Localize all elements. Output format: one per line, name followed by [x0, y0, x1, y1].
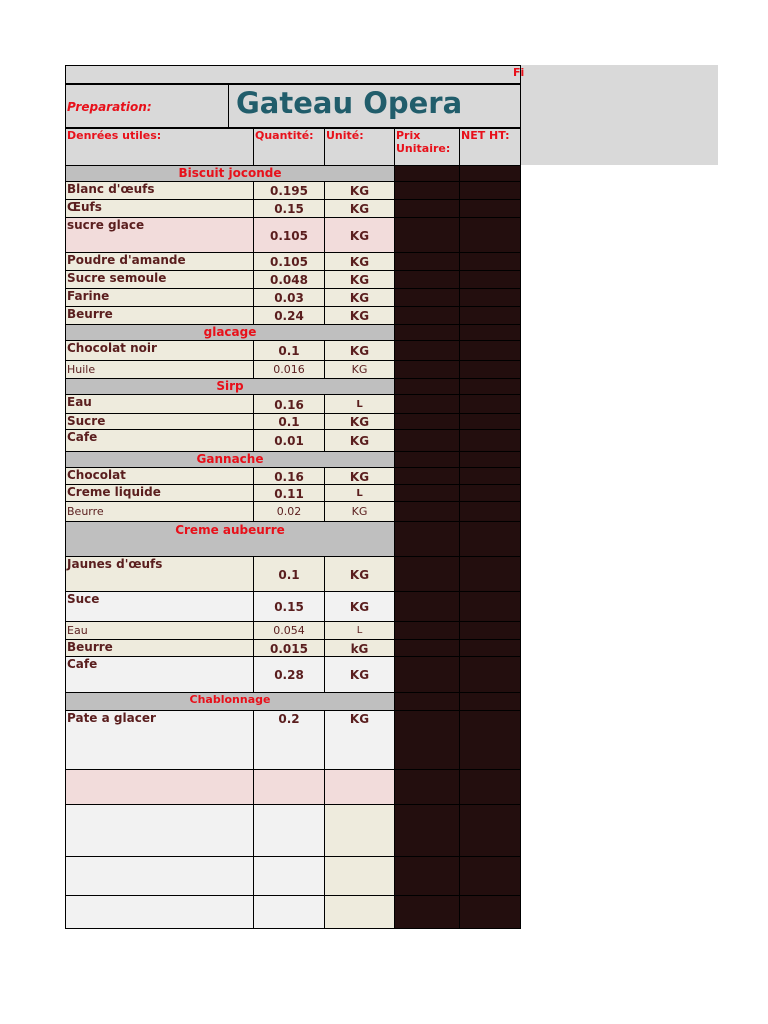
prix-cell[interactable] — [394, 804, 460, 857]
net-cell[interactable] — [459, 895, 521, 929]
prix-cell[interactable] — [394, 591, 460, 622]
unit-cell[interactable]: KG — [324, 270, 395, 289]
top-strip — [65, 65, 525, 84]
section-header: glacage — [65, 324, 395, 341]
prix-cell[interactable] — [394, 501, 460, 522]
net-cell[interactable] — [459, 856, 521, 896]
unit-cell[interactable]: KG — [324, 710, 395, 770]
prix-cell[interactable] — [394, 621, 460, 640]
preparation-label: Preparation: — [67, 100, 152, 114]
prix-cell[interactable] — [394, 360, 460, 379]
empty-unit-cell[interactable] — [324, 895, 395, 929]
prix-cell[interactable] — [394, 270, 460, 289]
net-cell[interactable] — [459, 181, 521, 200]
ingredient-name[interactable]: Huile — [65, 360, 254, 379]
prix-cell[interactable] — [394, 484, 460, 502]
net-cell[interactable] — [459, 451, 521, 468]
ingredient-name[interactable]: Creme liquide — [65, 484, 254, 502]
quantity-cell[interactable]: 0.105 — [253, 217, 325, 253]
ingredient-name[interactable]: Pate a glacer — [65, 710, 254, 770]
prix-cell[interactable] — [394, 451, 460, 468]
quantity-cell[interactable]: 0.1 — [253, 340, 325, 361]
ingredient-name[interactable]: Jaunes d'œufs — [65, 556, 254, 592]
ingredient-name[interactable]: Eau — [65, 394, 254, 414]
prix-cell[interactable] — [394, 181, 460, 200]
ingredient-name[interactable]: Cafe — [65, 429, 254, 452]
section-header: Chablonnage — [65, 692, 395, 711]
prix-cell[interactable] — [394, 413, 460, 430]
prix-cell[interactable] — [394, 856, 460, 896]
ingredient-name[interactable]: Poudre d'amande — [65, 252, 254, 271]
quantity-cell[interactable]: 0.195 — [253, 181, 325, 200]
ingredient-name[interactable]: Beurre — [65, 306, 254, 325]
net-cell[interactable] — [459, 429, 521, 452]
unit-cell[interactable]: KG — [324, 217, 395, 253]
unit-cell[interactable]: KG — [324, 467, 395, 485]
net-cell[interactable] — [459, 556, 521, 592]
prix-cell[interactable] — [394, 324, 460, 341]
header-denrees: Denrées utiles: — [65, 128, 254, 166]
ingredient-name[interactable]: Sucre semoule — [65, 270, 254, 289]
net-cell[interactable] — [459, 394, 521, 414]
unit-cell[interactable]: KG — [324, 413, 395, 430]
net-cell[interactable] — [459, 199, 521, 218]
prix-cell[interactable] — [394, 769, 460, 805]
prix-cell[interactable] — [394, 165, 460, 182]
quantity-cell[interactable]: 0.105 — [253, 252, 325, 271]
quantity-cell[interactable]: 0.15 — [253, 591, 325, 622]
ingredient-name[interactable]: Œufs — [65, 199, 254, 218]
empty-unit-cell[interactable] — [324, 804, 395, 857]
empty-qty-cell[interactable] — [253, 895, 325, 929]
unit-cell[interactable]: KG — [324, 288, 395, 307]
empty-unit-cell[interactable] — [324, 856, 395, 896]
net-cell[interactable] — [459, 467, 521, 485]
ingredient-name[interactable]: Chocolat — [65, 467, 254, 485]
prix-cell[interactable] — [394, 252, 460, 271]
quantity-cell[interactable]: 0.03 — [253, 288, 325, 307]
ingredient-name[interactable]: Beurre — [65, 501, 254, 522]
ingredient-name[interactable]: Cafe — [65, 656, 254, 693]
empty-name-cell[interactable] — [65, 895, 254, 929]
prix-cell[interactable] — [394, 378, 460, 395]
corner-text: Fi — [513, 66, 525, 79]
prix-cell[interactable] — [394, 521, 460, 557]
net-cell[interactable] — [459, 378, 521, 395]
prix-cell[interactable] — [394, 340, 460, 361]
empty-qty-cell[interactable] — [253, 856, 325, 896]
unit-cell[interactable]: KG — [324, 306, 395, 325]
prix-cell[interactable] — [394, 199, 460, 218]
ingredient-name[interactable]: Sucre — [65, 413, 254, 430]
net-cell[interactable] — [459, 804, 521, 857]
ingredient-name[interactable]: Chocolat noir — [65, 340, 254, 361]
net-cell[interactable] — [459, 484, 521, 502]
ingredient-name[interactable]: Beurre — [65, 639, 254, 657]
quantity-cell[interactable]: 0.16 — [253, 394, 325, 414]
net-cell[interactable] — [459, 340, 521, 361]
prix-cell[interactable] — [394, 288, 460, 307]
quantity-cell[interactable]: 0.2 — [253, 710, 325, 770]
net-cell[interactable] — [459, 288, 521, 307]
quantity-cell[interactable]: 0.048 — [253, 270, 325, 289]
prix-cell[interactable] — [394, 429, 460, 452]
ingredient-name[interactable]: Eau — [65, 621, 254, 640]
net-cell[interactable] — [459, 217, 521, 253]
unit-cell[interactable]: KG — [324, 656, 395, 693]
header-net-ht: NET HT: — [459, 128, 521, 166]
empty-name-cell[interactable] — [65, 856, 254, 896]
prix-cell[interactable] — [394, 710, 460, 770]
quantity-cell[interactable]: 0.054 — [253, 621, 325, 640]
quantity-cell[interactable]: 0.28 — [253, 656, 325, 693]
unit-cell[interactable]: KG — [324, 556, 395, 592]
unit-cell[interactable]: L — [324, 484, 395, 502]
net-cell[interactable] — [459, 413, 521, 430]
net-cell[interactable] — [459, 710, 521, 770]
prix-cell[interactable] — [394, 556, 460, 592]
ingredient-name[interactable]: sucre glace — [65, 217, 254, 253]
unit-cell[interactable]: KG — [324, 181, 395, 200]
net-cell[interactable] — [459, 324, 521, 341]
net-cell[interactable] — [459, 639, 521, 657]
unit-cell[interactable]: KG — [324, 340, 395, 361]
net-cell[interactable] — [459, 270, 521, 289]
quantity-cell[interactable]: 0.016 — [253, 360, 325, 379]
net-cell[interactable] — [459, 165, 521, 182]
quantity-cell[interactable]: 0.01 — [253, 429, 325, 452]
quantity-cell[interactable]: 0.015 — [253, 639, 325, 657]
prix-cell[interactable] — [394, 639, 460, 657]
quantity-cell[interactable]: 0.02 — [253, 501, 325, 522]
net-cell[interactable] — [459, 252, 521, 271]
ingredient-name[interactable]: Suce — [65, 591, 254, 622]
quantity-cell[interactable]: 0.24 — [253, 306, 325, 325]
net-cell[interactable] — [459, 521, 521, 557]
unit-cell[interactable]: KG — [324, 252, 395, 271]
unit-cell[interactable]: KG — [324, 199, 395, 218]
unit-cell[interactable]: KG — [324, 429, 395, 452]
header-quantite: Quantité: — [253, 128, 325, 166]
quantity-cell[interactable]: 0.11 — [253, 484, 325, 502]
prix-cell[interactable] — [394, 394, 460, 414]
quantity-cell[interactable]: 0.1 — [253, 556, 325, 592]
net-cell[interactable] — [459, 591, 521, 622]
quantity-cell[interactable]: 0.16 — [253, 467, 325, 485]
header-prix-unitaire: Prix Unitaire: — [394, 128, 460, 166]
net-cell[interactable] — [459, 769, 521, 805]
prix-cell[interactable] — [394, 895, 460, 929]
net-cell[interactable] — [459, 692, 521, 711]
prix-cell[interactable] — [394, 217, 460, 253]
quantity-cell[interactable]: 0.15 — [253, 199, 325, 218]
net-cell[interactable] — [459, 621, 521, 640]
page-title: Gateau Opera — [236, 86, 463, 120]
section-header: Biscuit joconde — [65, 165, 395, 182]
net-cell[interactable] — [459, 306, 521, 325]
prix-cell[interactable] — [394, 467, 460, 485]
section-header: Gannache — [65, 451, 395, 468]
prix-cell[interactable] — [394, 692, 460, 711]
prix-cell[interactable] — [394, 656, 460, 693]
unit-cell[interactable]: kG — [324, 639, 395, 657]
ingredient-name[interactable]: Blanc d'œufs — [65, 181, 254, 200]
section-header: Sirp — [65, 378, 395, 395]
ingredient-name[interactable]: Farine — [65, 288, 254, 307]
section-header: Creme aubeurre — [65, 521, 395, 557]
header-unite: Unité: — [324, 128, 395, 166]
net-cell[interactable] — [459, 501, 521, 522]
empty-qty-cell[interactable] — [253, 804, 325, 857]
empty-qty-cell[interactable] — [253, 769, 325, 805]
prix-cell[interactable] — [394, 306, 460, 325]
unit-cell[interactable]: L — [324, 621, 395, 640]
net-cell[interactable] — [459, 360, 521, 379]
empty-name-cell[interactable] — [65, 804, 254, 857]
unit-cell[interactable]: L — [324, 394, 395, 414]
empty-name-cell[interactable] — [65, 769, 254, 805]
quantity-cell[interactable]: 0.1 — [253, 413, 325, 430]
unit-cell[interactable]: KG — [324, 360, 395, 379]
net-cell[interactable] — [459, 656, 521, 693]
unit-cell[interactable]: KG — [324, 591, 395, 622]
empty-unit-cell[interactable] — [324, 769, 395, 805]
unit-cell[interactable]: KG — [324, 501, 395, 522]
